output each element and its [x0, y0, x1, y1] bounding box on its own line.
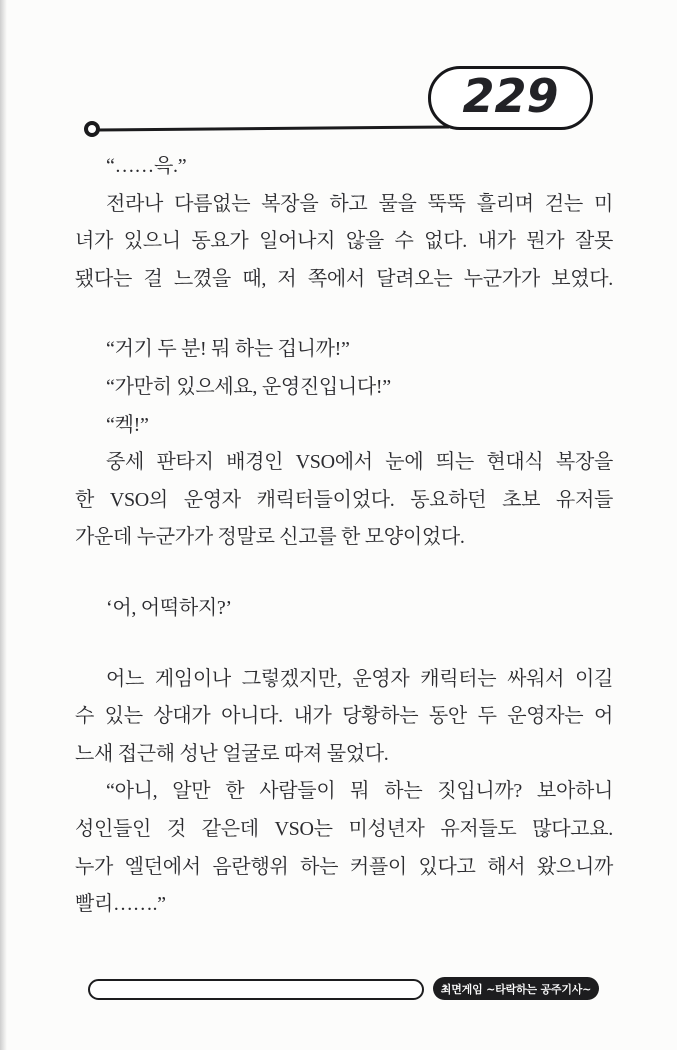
text-line: “아니, 알만 한 사람들이 뭐 하는 짓입니까? 보아하니 [106, 780, 613, 803]
text-line: 빨리…….” [75, 893, 166, 916]
series-title: 최면게임 ~타락하는 공주기사~ [440, 982, 592, 996]
text-line: 됐다는 걸 느꼈을 때, 저 쪽에서 달려오는 누군가가 보였다. [75, 267, 613, 290]
text-line: “가만히 있으세요, 운영진입니다!” [106, 375, 391, 398]
text-line: ‘어, 어떡하지?’ [106, 596, 232, 619]
text-line: 녀가 있으니 동요가 일어나지 않을 수 없다. 내가 뭔가 잘못 [75, 230, 613, 253]
page-number: 229 [462, 69, 559, 123]
text-line: 수 있는 상대가 아니다. 내가 당황하는 동안 두 운영자는 어 [75, 705, 613, 728]
series-badge [433, 977, 599, 1000]
blank-line [75, 628, 613, 661]
footer-pill-outline [88, 979, 424, 1000]
blank-line [75, 557, 613, 590]
text-line: 느새 접근해 성난 얼굴로 따져 물었다. [75, 742, 389, 765]
body-text [75, 148, 613, 924]
text-line: 누가 엘던에서 음란행위 하는 커플이 있다고 해서 왔으니까 [75, 855, 613, 878]
text-line: 전라나 다름없는 복장을 하고 물을 뚝뚝 흘리며 걷는 미 [106, 192, 613, 215]
text-line: 중세 판타지 배경인 VSO에서 눈에 띄는 현대식 복장을 [106, 451, 613, 474]
text-line: 한 VSO의 운영자 캐릭터들이었다. 동요하던 초보 유저들 [75, 488, 613, 511]
text-line: 성인들인 것 같은데 VSO는 미성년자 유저들도 많다고요. [75, 817, 613, 840]
blank-line [75, 298, 613, 331]
text-line: “……윽.” [106, 155, 187, 177]
header-rule-line [97, 125, 449, 131]
page-number-pill [428, 66, 593, 130]
text-line: 어느 게임이나 그렇겠지만, 운영자 캐릭터는 싸워서 이길 [106, 667, 613, 690]
text-line: 가운데 누군가가 정말로 신고를 한 모양이었다. [75, 526, 465, 549]
text-line: “켁!” [106, 413, 149, 436]
text-line: “거기 두 분! 뭐 하는 겁니까!” [106, 338, 350, 361]
